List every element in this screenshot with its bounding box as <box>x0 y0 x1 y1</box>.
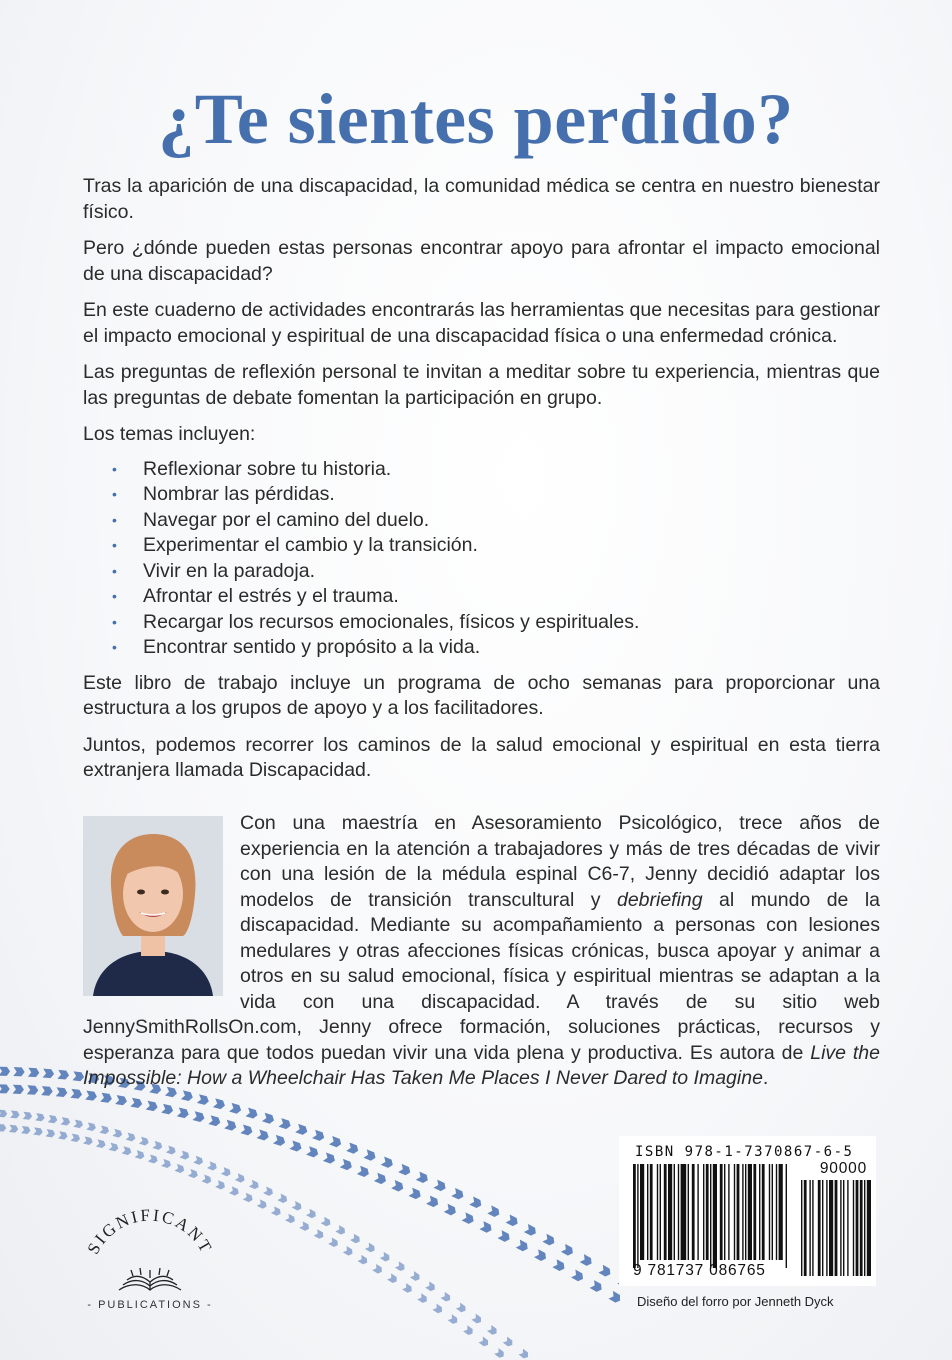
barcode-addon-number: 90000 <box>819 1160 867 1177</box>
barcode-bar <box>786 1164 787 1268</box>
author-bio <box>83 811 880 1092</box>
list-item: • Afrontar el estrés y el trauma. <box>83 584 880 610</box>
tread-mark <box>323 1136 343 1165</box>
tread-mark <box>41 1069 54 1096</box>
barcode-bar <box>650 1164 653 1260</box>
tread-mark <box>285 1201 303 1224</box>
barcode-addon-bar <box>847 1180 848 1276</box>
tread-mark <box>201 1161 218 1184</box>
tread-mark <box>444 1188 465 1217</box>
tread-mark <box>192 1094 209 1123</box>
topics-heading: Los temas incluyen: <box>83 423 256 445</box>
tread-mark <box>374 1156 395 1185</box>
barcode-bar <box>737 1164 740 1260</box>
tread-mark <box>494 1337 514 1360</box>
barcode-addon-bar <box>867 1180 871 1276</box>
tread-mark <box>328 1225 347 1248</box>
tread-mark <box>13 1067 25 1094</box>
paragraph-intro: Tras la aparición de una discapacidad, la comunidad médica se centra en nuestro bienestar físico. <box>83 175 880 223</box>
barcode-addon-bar <box>843 1180 844 1276</box>
tread-mark <box>510 1349 530 1360</box>
barcode-bar <box>759 1164 760 1260</box>
barcode-bar <box>637 1164 638 1268</box>
list-item: • Reflexionar sobre tu historia. <box>83 457 880 483</box>
tread-mark <box>208 1098 226 1127</box>
tread-mark <box>387 1261 406 1284</box>
barcode-bar <box>692 1164 695 1260</box>
tread-mark <box>257 1113 276 1142</box>
tread-mark <box>56 1070 70 1098</box>
tread-mark <box>448 1303 468 1326</box>
tread-mark <box>479 1205 501 1234</box>
paragraph-workbook: En este cuaderno de actividades encontrarás las herramientas que necesitas para gestionar el impacto emocional y espiritual de una discapacidad física o una enfermedad crónica. <box>83 299 880 347</box>
barcode-bar <box>779 1164 783 1260</box>
bullet-icon: • <box>112 613 117 630</box>
publisher-name: SIGNIFICANT <box>83 1205 217 1258</box>
tread-mark <box>571 1254 594 1283</box>
tread-mark <box>161 1146 177 1169</box>
bullet-icon: • <box>112 511 117 528</box>
tread-mark <box>33 1113 45 1136</box>
tread-mark <box>0 1067 10 1094</box>
tread-mark <box>432 1292 452 1315</box>
barcode-bar <box>668 1164 672 1260</box>
tread-mark <box>590 1265 613 1294</box>
barcode-ean-number: 9 781737 086765 <box>633 1262 766 1279</box>
tread-mark <box>148 1141 164 1164</box>
barcode-bar <box>745 1164 746 1260</box>
list-item: • Navegar por el camino del duelo. <box>83 508 880 534</box>
barcode-addon-bar <box>840 1180 841 1276</box>
barcode-bar <box>633 1164 636 1268</box>
barcode-bar <box>762 1164 765 1260</box>
author-photo <box>83 816 223 996</box>
barcode-bar <box>678 1164 679 1260</box>
barcode-bar <box>720 1164 723 1260</box>
barcode-bar <box>769 1164 770 1260</box>
barcode-bar <box>713 1164 717 1268</box>
barcode-bar <box>640 1164 644 1260</box>
bullet-icon: • <box>112 460 117 477</box>
isbn-barcode <box>619 1136 876 1286</box>
barcode-addon-bar <box>809 1180 810 1276</box>
tread-mark <box>21 1112 33 1134</box>
tread-mark <box>314 1217 332 1240</box>
bio-italic-debriefing: debriefing <box>616 888 703 911</box>
barcode-addon-bar <box>829 1180 833 1276</box>
isbn-label: ISBN 978-1-7370867-6-5 <box>635 1144 854 1160</box>
tread-mark <box>402 1271 421 1294</box>
barcode-bar <box>657 1164 658 1260</box>
tread-mark <box>257 1187 275 1210</box>
tread-mark <box>215 1167 232 1190</box>
list-item: • Nombrar las pérdidas. <box>83 482 880 508</box>
page-title: ¿Te sientes perdido? <box>158 79 794 159</box>
tread-mark <box>516 1224 538 1253</box>
tread-mark <box>273 1118 292 1147</box>
list-item: • Encontrar sentido y propósito a la vida. <box>83 635 880 661</box>
tread-mark <box>463 1314 483 1337</box>
list-item: • Recargar los recursos emocionales, físicos y espirituales. <box>83 610 880 636</box>
paragraph-reflection: Las preguntas de reflexión personal te invitan a meditar sobre tu experiencia, mientras que las preguntas de debate fomentan la participación en grupo. <box>83 361 880 409</box>
barcode-bar <box>660 1164 661 1260</box>
bullet-icon: • <box>112 537 117 553</box>
barcode-addon-bar <box>826 1180 827 1276</box>
barcode-bar <box>688 1164 689 1260</box>
tread-mark <box>271 1194 289 1217</box>
svg-text:SIGNIFICANT <box>84 1206 217 1258</box>
tread-mark <box>224 1103 242 1132</box>
cover-design-credit: Diseño del forro por Jenneth Dyck <box>637 1294 834 1309</box>
tread-mark <box>27 1068 40 1095</box>
paragraph-question: Pero ¿dónde pueden estas personas encontrar apoyo para afrontar el impacto emocional de una discapacidad? <box>83 237 880 285</box>
tread-mark <box>534 1234 556 1263</box>
barcode-bar <box>724 1164 725 1260</box>
bio-text-1: Con una maestría en Asesoramiento Psicológico, trece años de experiencia en la atención a trabajadores y más de tres décadas de vivir con una lesión de la médula espinal C6-7, Jenny decidió adaptar los modelos de transición transcultural y <box>240 812 880 911</box>
bio-text-3: . <box>762 1067 769 1089</box>
barcode-bar <box>753 1164 756 1260</box>
paragraph-together: Juntos, podemos recorrer los caminos de la salud emocional y espiritual en esta tierra extranjera llamada Discapacidad. <box>83 733 880 781</box>
barcode-bar <box>706 1164 709 1260</box>
tread-mark <box>343 1234 362 1257</box>
tread-mark <box>70 1120 83 1143</box>
barcode-bar <box>776 1164 777 1260</box>
topics-list <box>83 457 880 661</box>
barcode-addon-bar <box>864 1180 865 1276</box>
list-item: • Experimentar el cambio y la transición. <box>83 533 880 559</box>
tread-mark <box>240 1108 258 1137</box>
tread-mark <box>479 1325 499 1348</box>
tread-mark <box>340 1142 360 1171</box>
publisher-subtitle: - PUBLICATIONS - <box>87 1299 213 1311</box>
tread-mark <box>177 1090 194 1118</box>
tread-mark <box>306 1130 326 1159</box>
tread-mark <box>498 1215 520 1244</box>
tread-mark <box>552 1244 575 1273</box>
open-book-icon <box>119 1268 181 1290</box>
description-block <box>83 174 880 795</box>
list-item: • Vivir en la paradoja. <box>83 559 880 585</box>
tread-mark <box>299 1209 317 1232</box>
bullet-icon: • <box>112 486 117 502</box>
barcode-addon-bar <box>822 1180 823 1276</box>
barcode-bar <box>710 1164 711 1268</box>
tread-mark <box>372 1252 391 1275</box>
barcode-addon-bar <box>812 1180 813 1276</box>
barcode-addon-bar <box>835 1180 838 1276</box>
tread-mark <box>357 1243 376 1266</box>
paragraph-program: Este libro de trabajo incluye un programa de ocho semanas para proporcionar una estructura a los grupos de apoyo y a los facilitadores. <box>83 671 880 719</box>
bio-book-title: Live the Impossible: How a Wheelchair Has Taken Me Places I Never Dared to Imagine <box>83 1041 880 1089</box>
tread-mark <box>289 1124 308 1153</box>
barcode-addon-bar <box>804 1180 807 1276</box>
tread-mark <box>417 1281 437 1304</box>
tread-mark <box>9 1111 20 1133</box>
tread-mark <box>0 1110 7 1132</box>
tread-mark <box>135 1137 150 1160</box>
barcode-bar <box>674 1164 675 1260</box>
barcode-addon-bar <box>818 1180 821 1276</box>
barcode-bar <box>734 1164 735 1260</box>
tread-mark <box>426 1180 447 1209</box>
barcode-bar <box>772 1164 773 1260</box>
barcode-bar <box>748 1164 752 1260</box>
barcode-bar <box>681 1164 687 1260</box>
tread-mark <box>243 1180 260 1203</box>
barcode-addon-bar <box>856 1180 859 1276</box>
tread-mark <box>109 1129 123 1152</box>
tread-mark <box>58 1117 71 1140</box>
tread-mark <box>188 1156 204 1179</box>
tread-mark <box>122 1133 137 1156</box>
bullet-icon: • <box>112 588 117 604</box>
barcode-addon-bar <box>853 1180 854 1276</box>
barcode-bar <box>728 1164 729 1260</box>
tread-mark <box>462 1197 484 1226</box>
barcode-bar <box>647 1164 648 1260</box>
barcode-addon-bar <box>860 1180 863 1276</box>
bullet-icon: • <box>112 639 117 655</box>
tread-mark <box>83 1122 97 1145</box>
barcode-bar <box>703 1164 704 1260</box>
barcode-bar <box>742 1164 743 1260</box>
bullet-icon: • <box>112 562 117 579</box>
tread-mark <box>96 1126 110 1149</box>
tread-mark <box>174 1150 190 1173</box>
tread-mark <box>45 1115 57 1138</box>
tread-mark <box>409 1172 430 1201</box>
bio-text-2: al mundo de la discapacidad. Mediante su acompañamiento a personas con lesiones medulares y otras afecciones físicas crónicas, busca apoyar y animar a otros en su salud emocional, física y espiritual mientras se adaptan a la vida con una discapacidad. A través de su sitio web JennySmithRollsOn.com, Jenny ofrece formación, soluciones prácticas, recursos y esperanza para que todos puedan vivir una vida plena y productiva. Es autora de <box>83 888 881 1064</box>
tread-mark <box>357 1149 377 1178</box>
tread-mark <box>391 1164 412 1193</box>
barcode-bar <box>697 1164 698 1260</box>
tread-mark <box>229 1173 246 1196</box>
barcode-bar <box>664 1164 667 1260</box>
